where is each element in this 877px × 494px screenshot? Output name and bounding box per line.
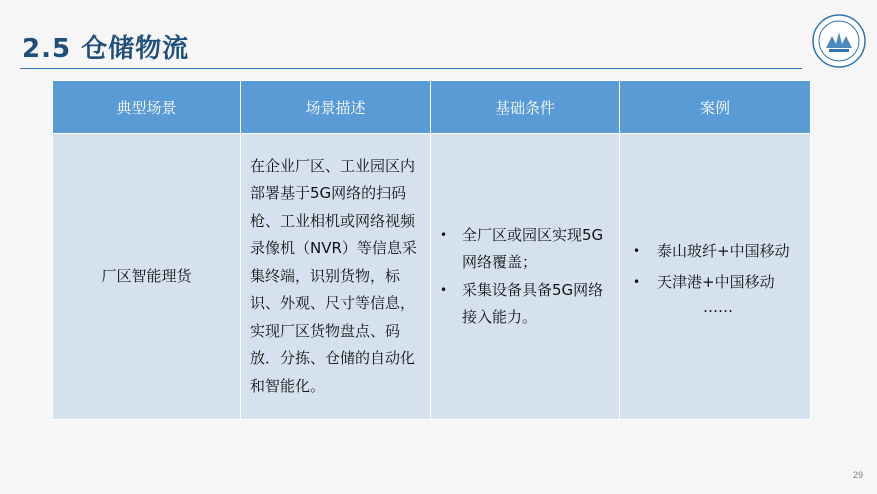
bullet-icon: • bbox=[440, 227, 448, 242]
conditions-list bbox=[432, 222, 618, 332]
table-header-row bbox=[53, 81, 811, 134]
scenario-cell: 厂区智能理货 bbox=[53, 134, 241, 420]
table-row bbox=[53, 134, 811, 420]
slide-title: 2.5 仓储物流 bbox=[22, 34, 190, 64]
scenario-table bbox=[52, 80, 811, 420]
bullet-icon: • bbox=[633, 244, 641, 258]
list-item bbox=[436, 277, 608, 332]
case-text: 天津港+中国移动 bbox=[657, 272, 775, 291]
list-item bbox=[629, 269, 809, 297]
header-scenario-description: 场景描述 bbox=[241, 81, 431, 134]
condition-text: 全厂区或园区实现5G网络覆盖； bbox=[462, 225, 604, 271]
cases-list bbox=[621, 238, 809, 296]
header-cases: 案例 bbox=[620, 81, 811, 134]
cases-cell bbox=[620, 134, 811, 420]
list-item bbox=[629, 238, 809, 266]
conditions-cell bbox=[431, 134, 620, 420]
cases-ellipsis: …… bbox=[703, 298, 733, 316]
header-typical-scenario: 典型场景 bbox=[53, 81, 241, 134]
list-item bbox=[436, 222, 608, 277]
header-basic-conditions: 基础条件 bbox=[431, 81, 620, 134]
title-underline bbox=[20, 68, 802, 69]
description-cell: 在企业厂区、工业园区内部署基于5G网络的扫码枪、工业相机或网络视频录像机（NVR）等信息采集终端，识别货物，标识、外观、尺寸等信息，实现厂区货物盘点、码放．分拣、仓储的自动化和智能化。 bbox=[241, 134, 431, 420]
bullet-icon: • bbox=[440, 282, 448, 297]
case-text: 泰山玻纤+中国移动 bbox=[657, 242, 790, 260]
condition-text: 采集设备具备5G网络接入能力。 bbox=[462, 280, 604, 326]
page-number: 29 bbox=[853, 470, 864, 480]
university-seal-icon bbox=[812, 14, 866, 68]
bullet-icon: • bbox=[633, 274, 641, 289]
